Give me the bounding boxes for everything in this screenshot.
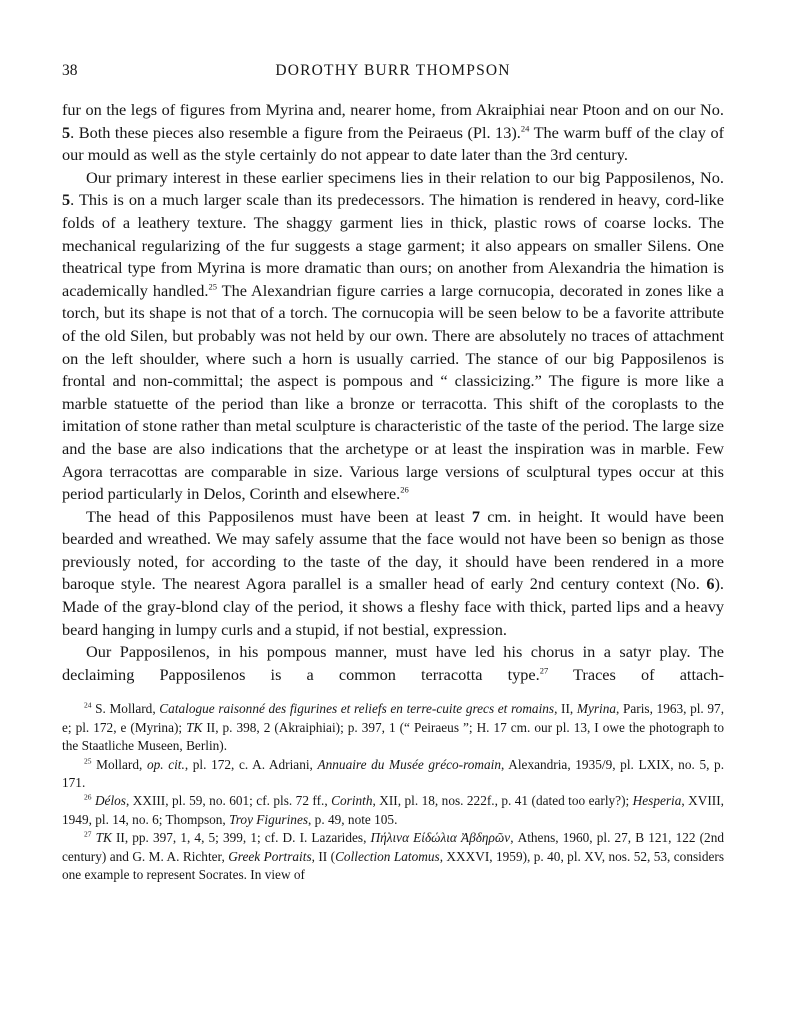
- bold-run: 5: [62, 190, 71, 210]
- text-run: The head of this Papposilenos must have been at least: [86, 506, 472, 526]
- italic-run: Annuaire du Musée gréco-romain: [317, 756, 502, 772]
- italic-run: Myrina: [576, 701, 617, 717]
- text-run: , II (: [311, 848, 336, 864]
- page: [62, 62, 724, 885]
- footnote-ref: 26: [84, 793, 92, 803]
- footnote-ref: 26: [400, 484, 409, 495]
- footnote-ref: 25: [208, 281, 217, 292]
- paragraph: [62, 506, 724, 642]
- text-run: Our Papposilenos, in his pompous manner, must have led his chorus in a satyr play. The declaiming Papposilenos is a common terracotta type.: [62, 642, 724, 684]
- footnote: [62, 700, 724, 755]
- italic-run: Πήλινα Είδώλια Ἀβδηρῶν: [370, 830, 511, 846]
- text-run: The warm buff of the clay of our mould as well as the style certainly do not appear to date later than the 3rd century.: [62, 122, 725, 165]
- running-title: DOROTHY BURR THOMPSON: [275, 62, 511, 79]
- footnote: [62, 756, 724, 793]
- footnote: [62, 792, 724, 829]
- text-run: , pl. 172, c. A. Adriani,: [184, 756, 318, 772]
- bold-run: 6: [706, 574, 715, 594]
- text-run: cm. in height. It would have been bearded and wreathed. We may safely assume that the face would not have been so benign as those previously noted, for according to the taste of the day, it should have been rendered in a more baroque style. The nearest Agora parallel is a smaller head of early 2nd century context (No.: [62, 506, 725, 594]
- italic-run: Hesperia: [632, 793, 682, 809]
- text-run: II, p. 398, 2 (Akraiphiai); p. 397, 1 (“ Peiraeus ”; H. 17 cm. our pl. 13, I owe the photograph to the Staatliche Museen, Berlin).: [62, 719, 724, 754]
- footnote-ref: 24: [520, 123, 530, 134]
- bold-run: 5: [62, 122, 71, 142]
- italic-run: Catalogue raisonné des figurines et reliefs en terre-cuite grecs et romains: [159, 701, 555, 717]
- italic-run: Collection Latomus: [335, 848, 440, 864]
- text-run: Mollard,: [91, 756, 147, 772]
- footnote-ref: 24: [84, 701, 92, 711]
- footnote-ref: 25: [84, 756, 92, 766]
- text-run: Traces of attach-: [548, 664, 724, 684]
- text-run: ). Made of the gray-blond clay of the period, it shows a fleshy face with thick, parted lips and a heavy beard hanging in lumpy curls and a stupid, if not bestial, expression.: [62, 574, 724, 639]
- page-header: [62, 62, 724, 84]
- italic-run: Corinth: [331, 793, 373, 809]
- footnote: [62, 829, 724, 884]
- text-run: , Alexandria, 1935/9, pl. LXIX, no. 5, p. 171.: [62, 756, 725, 791]
- text-run: The Alexandrian figure carries a large cornucopia, decorated in zones like a torch, but its shape is not that of a torch. The cornucopia will be seen below to be a favorite attribute of the old Silen, but probably was not held by our own. There are absolutely no traces of attachment on the left shoulder, where such a horn is usually carried. The stance of our big Papposilenos is frontal and non-committal; the aspect is pompous and “ classicizing.” The figure is more like a marble statuette of the period than like a bronze or terracotta. This shift of the coroplasts to the imitation of stone rather than metal sculpture is characteristic of the taste of the period. The large size and the base are also indications that the archetype or at least the inspiration was in marble. Few Agora terracottas are comparable in size. Various large versions of sculptural types occur at this period particularly in Delos, Corinth and elsewhere.: [62, 280, 724, 504]
- text-run: , Paris, 1963, pl. 97, e; pl. 172, e (Myrina);: [62, 701, 725, 735]
- italic-run: Greek Portraits: [228, 848, 312, 864]
- italic-run: TK: [95, 830, 112, 846]
- text-run: , XXXVI, 1959), p. 40, pl. XV, nos. 52, 53, considers one example to represent Socrates. In view of: [62, 848, 724, 883]
- text-run: , XVIII, 1949, pl. 14, no. 6; Thompson,: [62, 793, 724, 827]
- text-run: S. Mollard,: [91, 701, 160, 717]
- footnote-ref: 27: [84, 829, 92, 839]
- paragraph: [62, 641, 724, 686]
- text-run: , XXIII, pl. 59, no. 601; cf. pls. 72 ff.,: [125, 793, 332, 809]
- footnote-ref: 27: [539, 665, 549, 676]
- text-run: , XII, pl. 18, nos. 222f., p. 41 (dated too early?);: [372, 793, 633, 809]
- text-run: , Athens, 1960, pl. 27, B 121, 122 (2nd century) and G. M. A. Richter,: [62, 830, 724, 864]
- italic-run: Troy Figurines: [229, 811, 309, 827]
- italic-run: Délos: [94, 793, 126, 809]
- text-run: . This is on a much larger scale than its predecessors. The himation is rendered in heavy, cord-like folds of a leathery texture. The shaggy garment lies in thick, plastic rows of coarse locks. The mechanical regularizing of the fur suggests a stage garment; it also appears on smaller Silens. One theatrical type from Myrina is more dramatic than ours; on another from Alexandria the himation is academically handled.: [62, 190, 724, 300]
- text-run: Our primary interest in these earlier specimens lies in their relation to our big Papposilenos, No.: [86, 167, 724, 187]
- italic-run: TK: [186, 719, 203, 735]
- page-number: 38: [62, 62, 78, 79]
- text-run: . Both these pieces also resemble a figure from the Peiraeus (Pl. 13).: [70, 122, 521, 142]
- text-run: II, pp. 397, 1, 4, 5; 399, 1; cf. D. I. Lazarides,: [111, 830, 371, 846]
- bold-run: 7: [471, 506, 481, 526]
- paragraph: [62, 99, 724, 167]
- text-run: fur on the legs of figures from Myrina and, nearer home, from Akraiphiai near Ptoon and on our No.: [62, 100, 724, 119]
- text-run: , II,: [554, 701, 577, 717]
- italic-run: op. cit.: [146, 756, 185, 772]
- text-run: , p. 49, note 105.: [308, 811, 398, 827]
- body-text: [62, 99, 724, 686]
- paragraph: [62, 167, 724, 506]
- footnotes: [62, 700, 724, 884]
